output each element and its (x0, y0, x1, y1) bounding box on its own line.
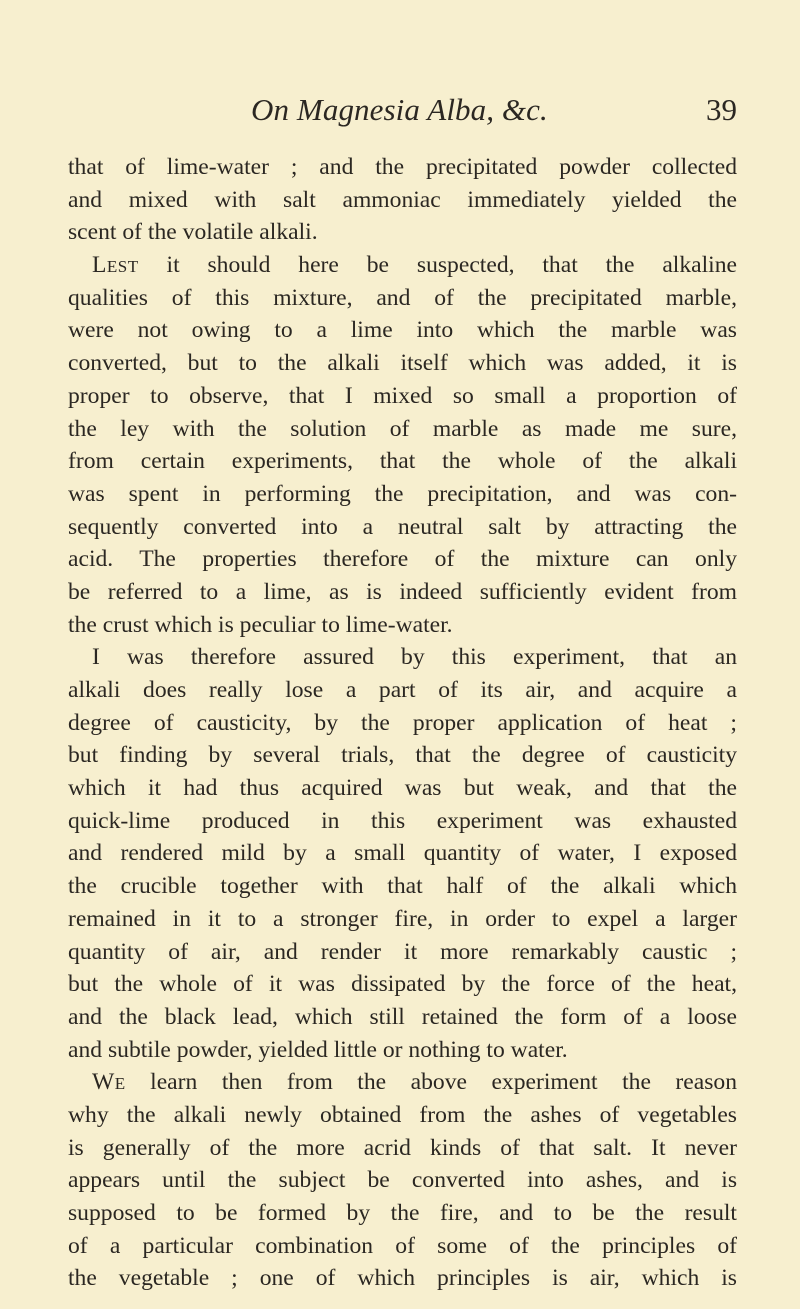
text-line (68, 347, 737, 380)
line-text: and the black lead, which still retained the form of a loose (68, 1003, 737, 1030)
line-text: I was therefore assured by this experiment, that an (92, 644, 737, 671)
small-caps-lead: We (92, 1069, 126, 1096)
line-text: alkali does really lose a part of its air, and acquire a (68, 677, 737, 703)
line-text: remained in it to a stronger fire, in order to expel a larger (68, 905, 737, 932)
line-text: quick-lime produced in this experiment was exhausted (68, 807, 737, 834)
line-text: why the alkali newly obtained from the ashes of vegetables (68, 1101, 737, 1128)
line-text: the crust which is peculiar to lime-water. (68, 611, 453, 638)
text-line (68, 216, 737, 249)
line-text: the ley with the solution of marble as made me sure, (68, 415, 737, 442)
text-line (68, 184, 737, 217)
running-head (69, 92, 737, 132)
text-line (68, 511, 737, 544)
line-text: which it had thus acquired was but weak, and that the (68, 775, 737, 802)
line-text: was spent in performing the precipitation, and was con- (68, 480, 737, 507)
text-line (68, 805, 737, 838)
line-text: but the whole of it was dissipated by the force of the heat, (68, 971, 737, 998)
line-text: it should here be suspected, that the alkaline (138, 252, 737, 279)
line-text: is generally of the more acrid kinds of that salt. It never (68, 1134, 737, 1161)
text-line (68, 445, 737, 478)
line-text: from certain experiments, that the whole of the alkali (68, 448, 737, 475)
text-line (68, 968, 737, 1001)
text-line (68, 707, 737, 740)
text-line (68, 314, 737, 347)
line-text: appears until the subject be converted into ashes, and is (68, 1167, 737, 1194)
text-line (68, 380, 737, 413)
text-line (68, 151, 737, 184)
text-line (68, 936, 737, 969)
line-text: but finding by several trials, that the degree of causticity (68, 742, 737, 769)
text-line (68, 1066, 737, 1099)
text-line (68, 837, 737, 870)
body-text (68, 151, 737, 1295)
line-text: and mixed with salt ammoniac immediately yielded the (68, 186, 737, 213)
text-line (68, 1099, 737, 1132)
text-line (68, 1230, 737, 1263)
text-line (68, 543, 737, 576)
line-text: degree of causticity, by the proper application of heat ; (68, 709, 737, 736)
line-text: and rendered mild by a small quantity of water, I exposed (68, 840, 737, 867)
line-text: acid. The properties therefore of the mixture can only (68, 546, 737, 573)
line-text: sequently converted into a neutral salt by attracting the (68, 513, 737, 540)
line-text: were not owing to a lime into which the marble was (68, 317, 737, 344)
text-line (68, 1001, 737, 1034)
line-text: scent of the volatile alkali. (68, 219, 318, 246)
text-line (68, 870, 737, 903)
text-line (68, 772, 737, 805)
text-line (68, 1164, 737, 1197)
line-text: quantity of air, and render it more remarkably caustic ; (68, 938, 737, 965)
text-line (68, 249, 737, 282)
line-text: the crucible together with that half of the alkali which (68, 873, 737, 900)
text-line (68, 609, 737, 642)
text-line (68, 641, 737, 674)
line-text: and subtile powder, yielded little or nothing to water. (68, 1036, 568, 1063)
line-text: converted, but to the alkali itself which was added, it is (68, 350, 737, 377)
text-line (68, 282, 737, 315)
text-line (68, 576, 737, 609)
line-text: of a particular combination of some of the principles of (68, 1232, 737, 1259)
text-line (68, 1262, 737, 1295)
text-line (68, 413, 737, 446)
line-text: the vegetable ; one of which principles is air, which is (68, 1265, 737, 1292)
text-line (68, 903, 737, 936)
line-text: learn then from the above experiment the reason (125, 1069, 737, 1096)
text-line (68, 739, 737, 772)
text-line (68, 1132, 737, 1165)
line-text: be referred to a lime, as is indeed sufficiently evident from (68, 578, 737, 605)
text-line (68, 674, 737, 707)
text-line (68, 1034, 737, 1067)
line-text: proper to observe, that I mixed so small a proportion of (68, 382, 737, 409)
line-text: that of lime-water ; and the precipitated powder collected (68, 154, 737, 180)
line-text: qualities of this mixture, and of the precipitated marble, (68, 284, 737, 311)
page-number: 39 (706, 92, 737, 127)
text-line (68, 1197, 737, 1230)
line-text: supposed to be formed by the fire, and to be the result (68, 1200, 737, 1226)
running-title: On Magnesia Alba, &c. (251, 92, 548, 127)
small-caps-lead: Lest (92, 252, 139, 279)
text-line (68, 478, 737, 511)
